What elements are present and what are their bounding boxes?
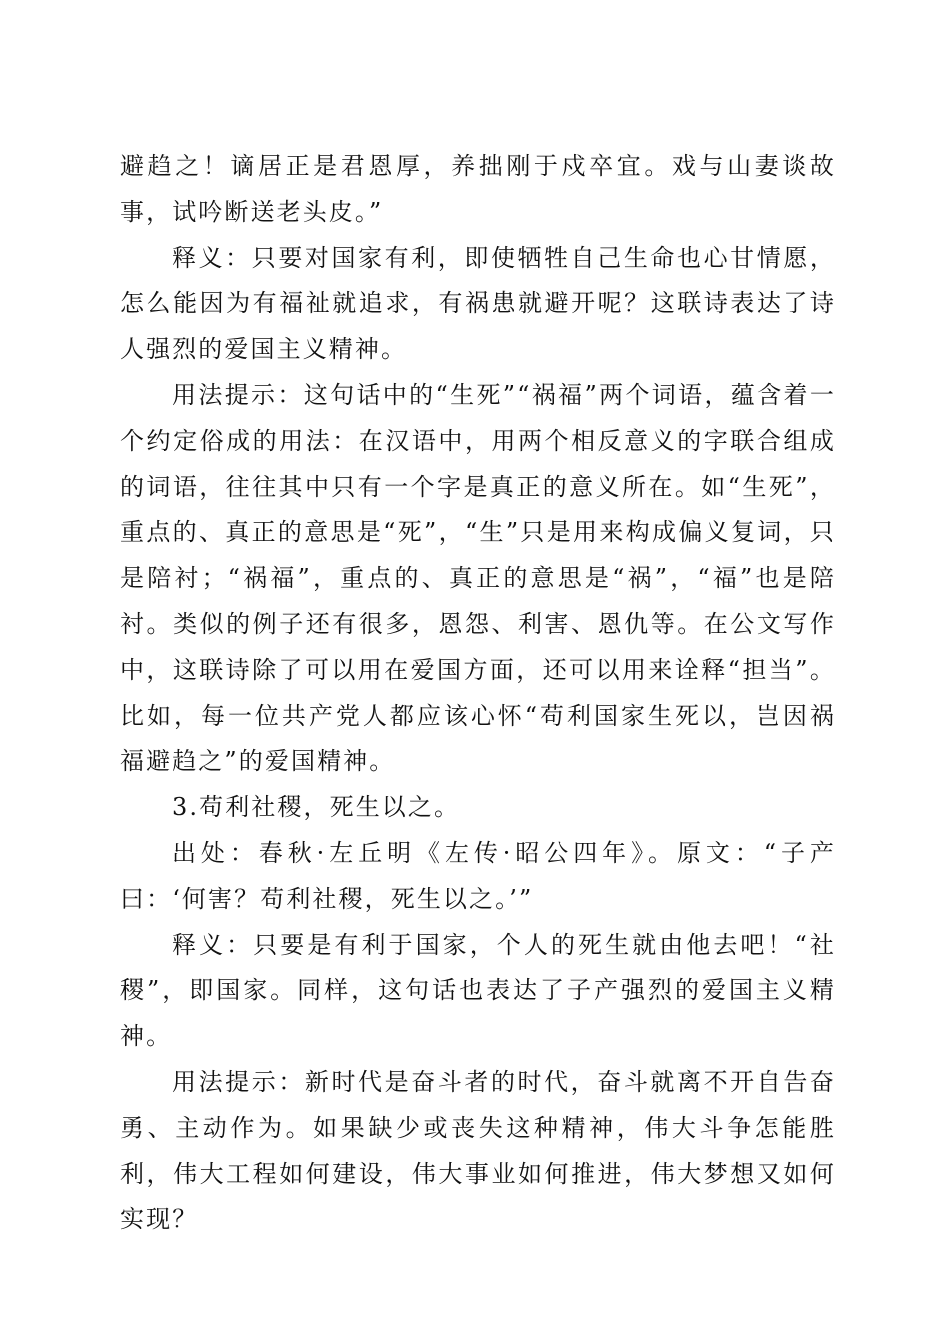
document-body bbox=[120, 144, 836, 1243]
paragraph-usage-3: 用法提示：新时代是奋斗者的时代，奋斗就离不开自告奋勇、主动作为。如果缺少或丧失这种精神，伟大斗争怎能胜利，伟大工程如何建设，伟大事业如何推进，伟大梦想又如何实现？ bbox=[120, 1067, 836, 1234]
paragraph-continuation: 避趋之！谪居正是君恩厚，养拙刚于戍卒宜。戏与山妻谈故事，试吟断送老头皮。” bbox=[120, 152, 836, 226]
paragraph-usage-1: 用法提示：这句话中的“生死”“祸福”两个词语，蕴含着一个约定俗成的用法：在汉语中，用两个相反意义的字联合组成的词语，往往其中只有一个字是真正的意义所在。如“生死”，重点的、真正的意思是“死”，“生”只是用来构成偏义复词，只是陪衬；“祸福”，重点的、真正的意思是“祸”，“福”也是陪衬。类似的例子还有很多，恩怨、利害、恩仇等。在公文写作中，这联诗除了可以用在爱国方面，还可以用来诠释“担当”。比如，每一位共产党人都应该心怀“苟利国家生死以，岂因祸福避趋之”的爱国精神。 bbox=[120, 380, 836, 776]
paragraph-definition-1: 释义：只要对国家有利，即使牺牲自己生命也心甘情愿，怎么能因为有福祉就追求，有祸患就避开呢？这联诗表达了诗人强烈的爱国主义精神。 bbox=[120, 243, 836, 364]
paragraph-heading-3: 3.苟利社稷，死生以之。 bbox=[172, 793, 461, 822]
paragraph-source-3: 出处：春秋·左丘明《左传·昭公四年》。原文：“子产曰：‘何害？苟利社稷，死生以之。’” bbox=[120, 838, 836, 913]
paragraph-definition-3: 释义：只要是有利于国家，个人的死生就由他去吧！“社稷”，即国家。同样，这句话也表达了子产强烈的爱国主义精神。 bbox=[120, 930, 836, 1051]
